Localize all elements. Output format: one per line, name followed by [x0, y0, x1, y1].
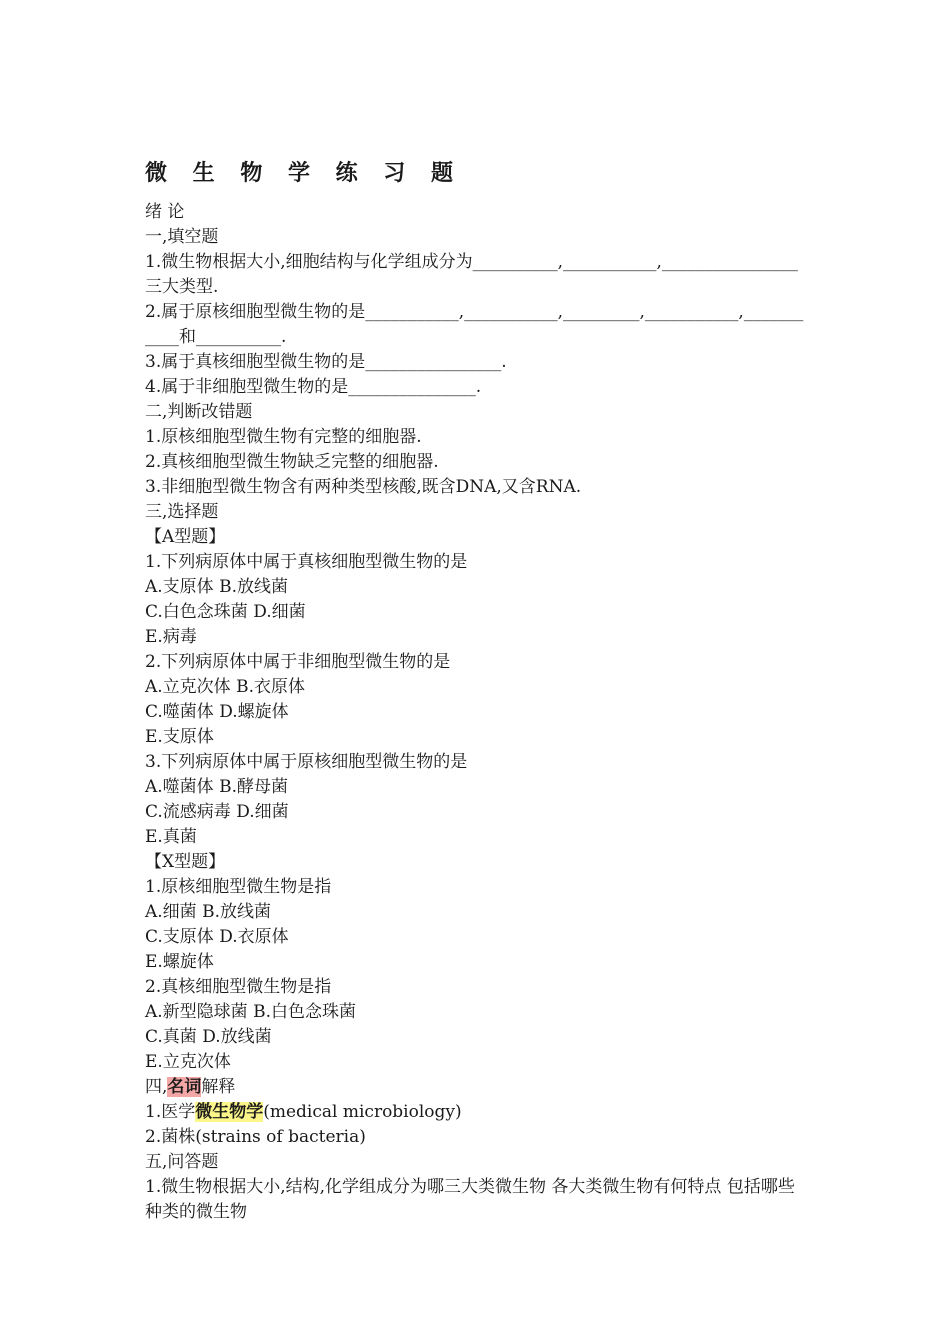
- type-a-heading: 【A型题】: [145, 527, 226, 547]
- a2-question: 2.下列病原体中属于非细胞型微生物的是: [145, 652, 451, 672]
- section-heading-true-false: 二,判断改错题: [145, 402, 253, 422]
- x2-option-e: E.立克次体: [145, 1052, 231, 1072]
- document-title: 微 生 物 学 练 习 题: [145, 160, 462, 186]
- type-x-heading: 【X型题】: [145, 852, 226, 872]
- x2-question: 2.真核细胞型微生物是指: [145, 977, 332, 997]
- tf-question-1: 1.原核细胞型微生物有完整的细胞器.: [145, 427, 422, 447]
- x1-options-ab: A.细菌 B.放线菌: [145, 902, 271, 922]
- fill-question-1: 1.微生物根据大小,细胞结构与化学组成分为__________,___________,________________三大类型.: [145, 252, 798, 297]
- term-1-prefix: 1.医学: [145, 1102, 196, 1122]
- a1-question: 1.下列病原体中属于真核细胞型微生物的是: [145, 552, 468, 572]
- a1-option-e: E.病毒: [145, 627, 197, 647]
- section-heading-choice: 三,选择题: [145, 502, 219, 522]
- tf-question-2: 2.真核细胞型微生物缺乏完整的细胞器.: [145, 452, 439, 472]
- document-body: [145, 158, 810, 1225]
- x2-options-cd: C.真菌 D.放线菌: [145, 1027, 272, 1047]
- term-2: 2.菌株(strains of bacteria): [145, 1127, 366, 1147]
- a1-options-cd: C.白色念珠菌 D.细菌: [145, 602, 306, 622]
- a3-option-e: E.真菌: [145, 827, 197, 847]
- a2-option-e: E.支原体: [145, 727, 214, 747]
- x1-options-cd: C.支原体 D.衣原体: [145, 927, 289, 947]
- tf-question-3: 3.非细胞型微生物含有两种类型核酸,既含DNA,又含RNA.: [145, 477, 582, 497]
- chapter-heading: 绪 论: [145, 202, 185, 222]
- x2-options-ab: A.新型隐球菌 B.白色念珠菌: [145, 1002, 356, 1022]
- term-1: [145, 1100, 810, 1125]
- highlighted-word: 微生物学: [195, 1102, 264, 1122]
- section-terms-prefix: 四,: [145, 1077, 168, 1097]
- section-heading-terms: [145, 1075, 810, 1100]
- x1-option-e: E.螺旋体: [145, 952, 214, 972]
- term-1-suffix: (medical microbiology): [263, 1102, 462, 1122]
- section-heading-qa: 五,问答题: [145, 1152, 219, 1172]
- a2-options-cd: C.噬菌体 D.螺旋体: [145, 702, 289, 722]
- section-heading-fill: 一,填空题: [145, 227, 219, 247]
- fill-question-2: 2.属于原核细胞型微生物的是___________,___________,_________,___________,___________和__________.: [145, 302, 804, 347]
- fill-question-3: 3.属于真核细胞型微生物的是________________.: [145, 352, 507, 372]
- a3-options-ab: A.噬菌体 B.酵母菌: [145, 777, 288, 797]
- a3-question: 3.下列病原体中属于原核细胞型微生物的是: [145, 752, 468, 772]
- fill-question-4: 4.属于非细胞型微生物的是_______________.: [145, 377, 482, 397]
- a2-options-ab: A.立克次体 B.衣原体: [145, 677, 305, 697]
- a1-options-ab: A.支原体 B.放线菌: [145, 577, 288, 597]
- section-terms-suffix: 解释: [201, 1077, 236, 1097]
- x1-question: 1.原核细胞型微生物是指: [145, 877, 332, 897]
- highlighted-word: 名词: [167, 1077, 202, 1097]
- a3-options-cd: C.流感病毒 D.细菌: [145, 802, 289, 822]
- qa-question-1: 1.微生物根据大小,结构,化学组成分为哪三大类微生物 各大类微生物有何特点 包括哪些种类的微生物: [145, 1177, 795, 1222]
